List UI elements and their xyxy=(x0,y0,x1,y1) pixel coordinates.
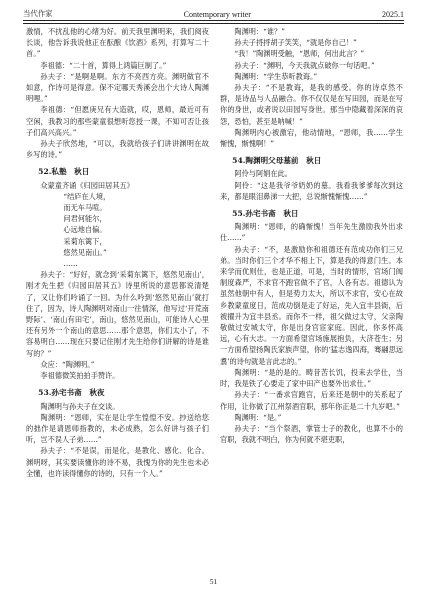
paragraph: 陶渊明内心被激宕，他动情地，“恩师，我……学生惭愧，惭愧啊！” xyxy=(220,127,403,149)
scene-heading: 52.私塾 秋日 xyxy=(38,167,90,177)
scene-heading: 53.孙宅书斋 秋夜 xyxy=(38,388,105,398)
paragraph: 孙夫子：“一番求官跑官，后来还是朝中的关系起了作用，让你做了江州祭酒官职，那年你正是二十九岁吧。” xyxy=(220,390,403,411)
left-column xyxy=(26,26,209,479)
paragraph: 李祖德：“但愿庚兄有大造就，哎，恩师，最近可有空闲，我教习的那些蒙童很想听您授一课，不知可否让孩子们高兴高兴。” xyxy=(26,105,209,137)
issue-number: 2025.1 xyxy=(381,10,404,19)
paragraph: 孙夫子：“是啊是啊。东方不亮西方亮。渊明做官不如意，作诗可是得意。保不定哪天秀溪会出个大诗人陶渊明哩。” xyxy=(26,71,209,104)
poem-line: “结庐在人境， xyxy=(63,191,111,201)
paragraph: 李祖德微笑拍拍手赞许。 xyxy=(40,371,120,381)
page-number: 51 xyxy=(209,578,218,586)
paragraph: 众应：“陶渊明。” xyxy=(40,359,95,369)
paragraph: 陶渊明：“谁？” xyxy=(234,27,285,36)
paragraph: 陶渊明：“恩师，的确惭愧！当年先生激励我外出求仕……” xyxy=(220,222,403,243)
paragraph: 孙夫子：“渊明，今天我就点破你一句话吧。” xyxy=(234,60,375,70)
paragraph: 孙夫子：“不是教诲，是我的感受。你的诗卓然不群，是诗品与人品融合。你不仅仅是在写田园，而是在写你的身世，或者说以田园写身世。那当中隐藏着深深的哀怨，恐怕，甚至是呐喊！” xyxy=(220,83,403,126)
paragraph: 激情，不扰乱他的心绪为好。前天我里渊明来，我们阅夜长谈，他告诉我说他正在酝酿《饮酒》系列，打算写二十首。” xyxy=(26,27,209,59)
paragraph: “我！”陶渊明受触，“恩师，何出此言？” xyxy=(234,49,365,59)
paragraph: 孙夫子：“当个祭酒，掌管士子的教化，也算不小的官职，我就不明白，你为何就不堪吏职， xyxy=(220,423,403,445)
header-rule-thick xyxy=(23,20,404,21)
paragraph: 孙夫子：“不是误，而是化，是教化、感化、化合。渊明呀，其实要读懂你的诗不易，我愧为你的先生也未必全懂，也许读得懂你的诗的，只有一个人。” xyxy=(26,446,209,478)
journal-english-name: Contemporary writer xyxy=(183,10,251,19)
paragraph: 孙夫子捋捋胡子笑笑，“就是你自己！” xyxy=(234,38,357,48)
paragraph: 孙夫子欣然地，“可以，我就给孩子们讲讲渊明在故乡写的诗。” xyxy=(26,139,209,160)
paragraph: 孙夫子：“好好，就念到‘采菊东篱下，悠然见南山’，刚才先生把《归园田居其五》诗里所说的意思都说清楚了，又让你们吟诵了一回。为什么吟到‘悠然见南山’就打住了，因为，诗人陶渊明对南山一往情深，他写过‘开荒南野际’、‘南山有田宅’，南山，悠然见南山，可能诗人心里还有另外一个南山的意思……那个意思，你们太小了，不容易明白……现在只要记住刚才先生给你们讲解的诗是谁写的？” xyxy=(26,270,209,358)
poem-line: …… xyxy=(63,259,78,269)
paragraph: 孙夫子：“不，是激励你和祖德还有范成功你们三兄弟。当时你们三个才华不相上下，算是我的得意门生。本来学而优则仕，也是正道，可是，当时的情形，官场门阀制度森严，不求官不跑官做不了官，人各有志。祖德认为虽然他朝中有人，但是势力太大，所以不求官，安心在故乡教蒙童度日，范成功倒是走了好运，先入宜丰县衙，后被擢升为宜丰县丞。而你不一样，祖父做过太守，父亲陶敬做过安城太守，你是出身官宦家庭。因此，你多怀高远，心有大志。一方面希望官场施展抱负，大济苍生；另一方面希望扬陶氏家族声望，你的‘猛志逸四海，骞翮思远翥’的诗句就是言此志的。” xyxy=(220,244,403,366)
poem-line: 采菊东篱下， xyxy=(63,236,107,246)
paragraph: 李祖德：“二十首，算得上鸿篇巨制了。” xyxy=(40,60,167,70)
paragraph: 陶渊明：“学生恭听教诲。” xyxy=(234,71,318,81)
paragraph: 众蒙童齐诵《归园田居其五》 xyxy=(40,180,134,190)
paragraph: 阿伶与阿娟在此。 xyxy=(234,169,292,179)
paragraph: 陶渊明：“是的是的。畴昔苦长饥，投耒去学仕，当时，我是铁了心要走了家中田产也要外出求仕。” xyxy=(220,367,403,389)
scene-heading: 55.孙宅书斋 秋日 xyxy=(232,209,299,219)
journal-name: 当代作家 xyxy=(23,9,53,18)
paragraph: 陶渊明：“是。” xyxy=(234,412,282,422)
page-header xyxy=(23,5,404,19)
scene-heading: 54.陶渊明父母墓前 秋日 xyxy=(232,156,322,166)
poem-line: 悠然见南山。” xyxy=(63,247,107,257)
poem-line: 而无车马喧。 xyxy=(63,203,107,213)
right-column xyxy=(220,26,403,445)
paragraph: 陶渊明与孙夫子在交谈。 xyxy=(40,401,120,411)
poem-line: 心远地自偏。 xyxy=(63,225,107,235)
poem-line: 问君何能尔， xyxy=(63,214,107,224)
header-rule-thin xyxy=(23,23,404,24)
paragraph: 陶渊明：“恩师，实在是让学生惶惶不安。抄送给您的拙作是请恩师指教的，未必成熟，怎么好讲与孩子们听，岂不误人子弟……” xyxy=(26,412,209,445)
paragraph: 阿伶：“这是我爷爷奶奶的墓。我看我爹爹每次到这来，都是眼泪鼻涕一大把，总说惭愧惭愧……” xyxy=(220,180,403,201)
